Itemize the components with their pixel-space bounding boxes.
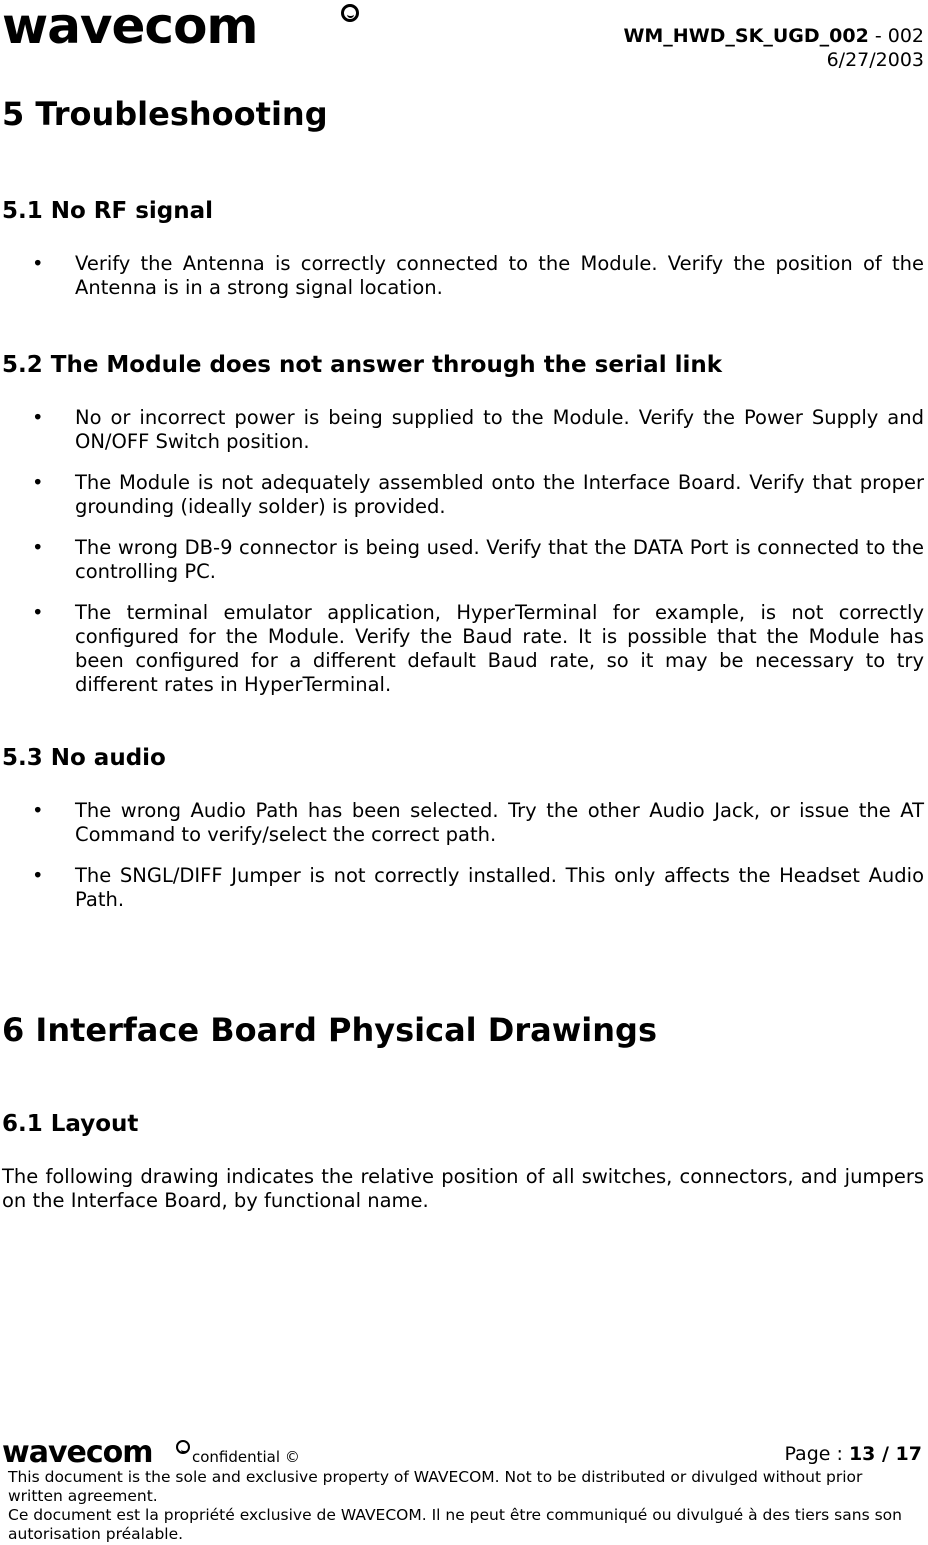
notice-french: Ce document est la propriété exclusive de WAVECOM. Il ne peut être communiqué ou divulgué à des tiers sans son autorisation préalable.: [8, 1506, 902, 1543]
document-reference: [623, 24, 924, 72]
list-item: • The terminal emulator application, HyperTerminal for example, is not correctly configured for the Module. Verify the Baud rate. It is possible that the Module has been configured for a different default Baud rate, so it may be necessary to try different rates in HyperTerminal.: [32, 601, 924, 696]
wavecom-logo: [2, 0, 258, 56]
footer-logo-swirl-icon: [176, 1440, 190, 1454]
bullet-icon: •: [32, 864, 44, 887]
page-label: Page :: [784, 1443, 849, 1465]
bullet-icon: •: [32, 406, 44, 429]
doc-date: 6/27/2003: [826, 49, 924, 71]
section-5-2-list: [0, 406, 928, 697]
list-item: • The Module is not adequately assembled onto the Interface Board. Verify that proper grounding (ideally solder) is provided.: [32, 471, 924, 518]
footer-notice: [8, 1468, 922, 1544]
section-5-2-title: 5.2 The Module does not answer through the serial link: [2, 352, 723, 378]
section-6-1-title: 6.1 Layout: [2, 1111, 139, 1137]
list-item: • The wrong Audio Path has been selected. Try the other Audio Jack, or issue the AT Command to verify/select the correct path.: [32, 799, 924, 846]
footer-logo: [2, 1436, 153, 1470]
list-item: • No or incorrect power is being supplied to the Module. Verify the Power Supply and ON/OFF Switch position.: [32, 406, 924, 453]
bullet-icon: •: [32, 799, 44, 822]
bullet-icon: •: [32, 252, 44, 275]
section-5-1-title: 5.1 No RF signal: [2, 198, 214, 224]
bullet-icon: •: [32, 536, 44, 559]
section-6-1-text: The following drawing indicates the relative position of all switches, connectors, and jumpers on the Interface Board, by functional name.: [2, 1165, 924, 1212]
bullet-icon: •: [32, 601, 44, 624]
section-5-3-list: [0, 799, 928, 912]
doc-version: - 002: [868, 25, 924, 47]
section-5-3-title: 5.3 No audio: [2, 745, 166, 771]
section-5-title: 5 Troubleshooting: [2, 95, 328, 133]
page-number: [784, 1442, 922, 1466]
bullet-icon: •: [32, 471, 44, 494]
page-value: 13 / 17: [848, 1443, 922, 1465]
section-5-1-list: [0, 252, 928, 300]
footer-logo-text: wavecom: [2, 1435, 153, 1470]
list-item: • Verify the Antenna is correctly connected to the Module. Verify the position of the Antenna is in a strong signal location.: [32, 252, 924, 299]
notice-english: This document is the sole and exclusive property of WAVECOM. Not to be distributed or divulged without prior written agreement.: [8, 1468, 863, 1505]
doc-id: WM_HWD_SK_UGD_002: [623, 25, 869, 47]
logo-text: wavecom: [2, 0, 258, 55]
section-6-title: 6 Interface Board Physical Drawings: [2, 1011, 657, 1049]
confidential-label: confidential ©: [192, 1448, 300, 1466]
list-item: • The SNGL/DIFF Jumper is not correctly installed. This only affects the Headset Audio Path.: [32, 864, 924, 911]
list-item: • The wrong DB-9 connector is being used. Verify that the DATA Port is connected to the controlling PC.: [32, 536, 924, 583]
logo-swirl-icon: [341, 4, 359, 22]
